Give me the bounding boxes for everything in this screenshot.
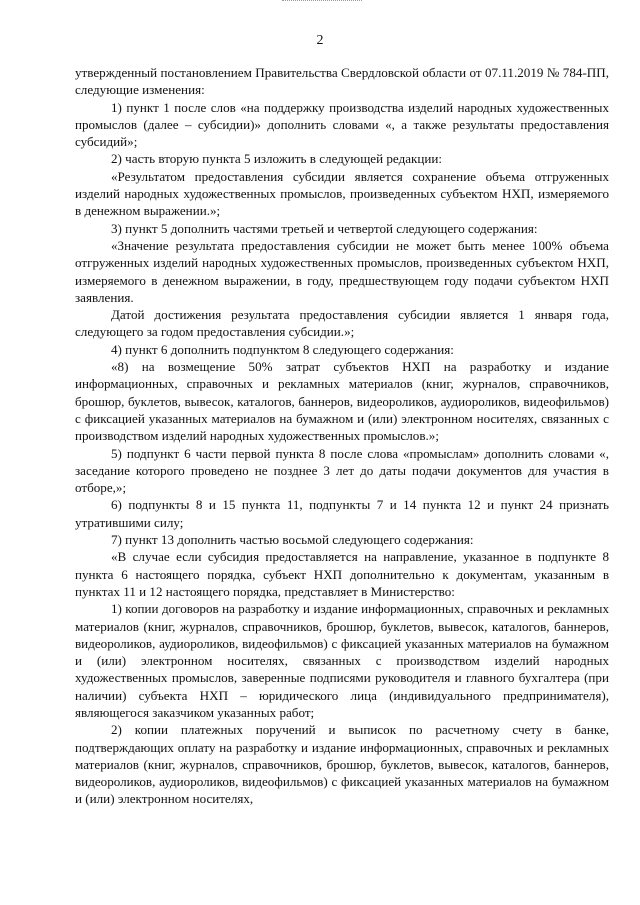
paragraph-quote-date: Датой достижения результата предоставления субсидии является 1 января года, следующего за годом предоставления субсидии.»; <box>75 307 609 340</box>
paragraph-subitem-1: 1) копии договоров на разработку и издание информационных, справочных и рекламных материалов (книг, журналов, справочников, брошюр, буклетов, вывесок, каталогов, баннеров, видеороликов, аудиороликов, видеофильмов) с фиксацией указанных материалов на бумажном и (или) электронном носителях, связанных с производством изделий народных художественных промыслов, заверенные подписями руководителя и главного бухгалтера (при наличии) субъекта НХП – юридического лица (индивидуального предпринимателя), являющегося заказчиком указанных работ; <box>75 601 609 720</box>
paragraph-item-7: 7) пункт 13 дополнить частью восьмой следующего содержания: <box>111 532 474 548</box>
paragraph-quote-result: «Результатом предоставления субсидии является сохранение объема отгруженных изделий народных художественных промыслов, произведенных субъектом НХП, измеряемого в денежном выражении.»; <box>75 168 609 219</box>
paragraph-quote-case: «В случае если субсидия предоставляется на направление, указанное в подпункте 8 пункта 6 настоящего порядка, субъект НХП дополнительно к документам, указанным в пунктах 11 и 12 настоящего порядка, представляет в Министерство: <box>75 549 609 599</box>
paragraph-quote-value: «Значение результата предоставления субсидии не может быть менее 100% объема отгруженных изделий народных художественных промыслов, произведенных субъектом НХП, измеряемого в денежном выражении, в году, предшествующем году подачи субъектом НХП заявления. <box>75 237 609 305</box>
scan-artifact <box>282 0 362 3</box>
paragraph-item-4: 4) пункт 6 дополнить подпунктом 8 следующего содержания: <box>111 341 454 357</box>
paragraph-item-3: 3) пункт 5 дополнить частями третьей и четвертой следующего содержания: <box>111 220 538 236</box>
paragraph-item-1: 1) пункт 1 после слов «на поддержку производства изделий народных художественных промыслов (далее – субсидии)» дополнить словами «, а также результаты предоставления субсидий»; <box>75 99 609 150</box>
paragraph-item-6: 6) подпункты 8 и 15 пункта 11, подпункты 7 и 14 пункта 12 и пункт 24 признать утратившими силу; <box>75 497 609 530</box>
paragraph-intro: утвержденный постановлением Правительства Свердловской области от 07.11.2019 № 784-ПП, следующие изменения: <box>75 65 609 98</box>
paragraph-item-2: 2) часть вторую пункта 5 изложить в следующей редакции: <box>111 151 443 167</box>
paragraph-item-5: 5) подпункт 6 части первой пункта 8 после слова «промыслам» дополнить словами «, заседание которого проведено не позднее 3 лет до даты подачи документов для участия в отборе,»; <box>75 445 609 496</box>
document-body <box>75 64 609 808</box>
paragraph-quote-subitem-8: «8) на возмещение 50% затрат субъектов НХП на разработку и издание информационных, справочных и рекламных материалов (книг, журналов, справочников, брошюр, буклетов, вывесок, каталогов, баннеров, видеороликов, аудиороликов, видеофильмов) с фиксацией указанных материалов на бумажном и (или) электронном носителях, связанных с производством изделий народных художественных промыслов.»; <box>75 359 609 444</box>
page-number: 2 <box>316 33 324 48</box>
paragraph-subitem-2: 2) копии платежных поручений и выписок по расчетному счету в банке, подтверждающих оплату на разработку и издание информационных, справочных и рекламных материалов (книг, журналов, справочников, брошюр, буклетов, вывесок, каталогов, баннеров, видеороликов, аудиороликов, видеофильмов) с фиксацией указанных материалов на бумажном и (или) электронном носителях, <box>75 722 609 807</box>
